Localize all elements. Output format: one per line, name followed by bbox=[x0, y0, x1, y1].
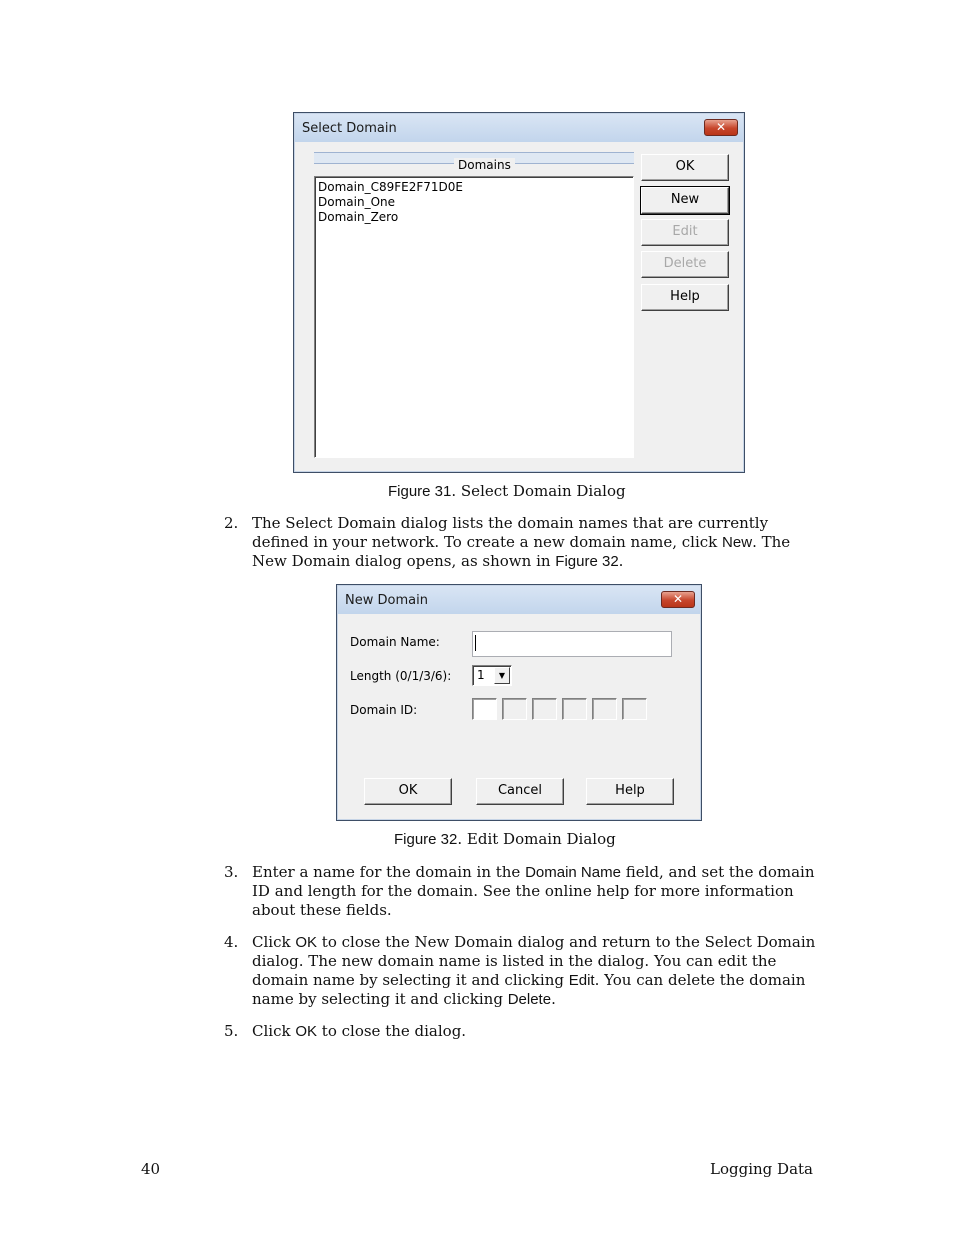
step-number: 3. bbox=[224, 863, 239, 881]
ok-keyword: OK bbox=[295, 934, 318, 951]
step-3-text-b: field, and set the domain ID and length for the domain. See the online help for more information about these fields. bbox=[252, 863, 815, 919]
edit-button[interactable]: Edit bbox=[641, 219, 729, 246]
domain-id-byte-6[interactable] bbox=[622, 698, 647, 720]
step-2-text-c: . bbox=[618, 552, 624, 570]
step-text bbox=[252, 863, 824, 920]
close-icon[interactable]: ✕ bbox=[704, 119, 738, 136]
dialog-body bbox=[343, 614, 695, 814]
step-5-text-b: to close the dialog. bbox=[317, 1022, 467, 1040]
step-4-text-c: . You can delete the domain name by selecting it and clicking bbox=[252, 971, 806, 1008]
chevron-down-icon[interactable]: ▼ bbox=[494, 667, 510, 684]
help-button[interactable]: Help bbox=[586, 778, 674, 805]
domains-header bbox=[314, 152, 634, 172]
new-domain-dialog bbox=[336, 584, 702, 821]
delete-button[interactable]: Delete bbox=[641, 251, 729, 278]
domain-id-label: Domain ID: bbox=[350, 703, 418, 717]
step-4-text-d: . bbox=[551, 990, 556, 1008]
page-number: 40 bbox=[141, 1160, 161, 1178]
delete-keyword: Delete bbox=[507, 991, 552, 1008]
domain-id-byte-4[interactable] bbox=[562, 698, 587, 720]
step-4-text-a: Click bbox=[252, 933, 296, 951]
figure-32-label: Figure 32 bbox=[394, 831, 458, 848]
step-2 bbox=[224, 514, 824, 572]
close-icon[interactable]: ✕ bbox=[661, 591, 695, 608]
dialog-body bbox=[300, 142, 738, 466]
figure-31-label: Figure 31 bbox=[388, 483, 452, 500]
step-number: 5. bbox=[224, 1022, 239, 1040]
step-3 bbox=[224, 863, 824, 921]
domain-name-label: Domain Name: bbox=[350, 635, 440, 649]
step-5 bbox=[224, 1022, 824, 1042]
dialog-title: Select Domain bbox=[302, 121, 397, 136]
step-text bbox=[252, 933, 824, 1009]
ok-keyword: OK bbox=[295, 1023, 318, 1040]
ok-button[interactable]: OK bbox=[364, 778, 452, 805]
step-text bbox=[252, 1022, 824, 1041]
domains-listbox[interactable] bbox=[314, 176, 634, 458]
list-item[interactable]: Domain_One bbox=[318, 195, 395, 209]
figure-32-text: . Edit Domain Dialog bbox=[457, 830, 616, 848]
step-4-text-b: to close the New Domain dialog and return to the Select Domain dialog. The new domain name is listed in the dialog. You can edit the domain name by selecting it and clicking bbox=[252, 933, 816, 989]
figure-32-caption bbox=[394, 830, 616, 848]
running-footer-section: Logging Data bbox=[710, 1160, 813, 1178]
domain-name-keyword: Domain Name bbox=[525, 864, 621, 881]
length-value: 1 bbox=[477, 668, 485, 682]
new-button[interactable]: New bbox=[641, 187, 729, 214]
figure-31-caption bbox=[388, 482, 626, 500]
domain-id-byte-2[interactable] bbox=[502, 698, 527, 720]
step-4 bbox=[224, 933, 824, 1011]
cancel-button[interactable]: Cancel bbox=[476, 778, 564, 805]
step-number: 4. bbox=[224, 933, 239, 951]
list-item[interactable]: Domain_Zero bbox=[318, 210, 399, 224]
figure-31-text: . Select Domain Dialog bbox=[451, 482, 626, 500]
domain-name-field[interactable] bbox=[472, 631, 672, 657]
text-caret bbox=[475, 635, 476, 651]
step-3-text-a: Enter a name for the domain in the bbox=[252, 863, 526, 881]
dialog-title: New Domain bbox=[345, 593, 428, 608]
step-text bbox=[252, 514, 824, 571]
title-bar bbox=[295, 114, 743, 142]
list-item[interactable]: Domain_C89FE2F71D0E bbox=[318, 180, 463, 194]
edit-keyword: Edit bbox=[568, 972, 595, 989]
title-bar bbox=[338, 586, 700, 614]
domain-id-byte-5[interactable] bbox=[592, 698, 617, 720]
domain-id-byte-1[interactable] bbox=[472, 698, 497, 720]
step-5-text-a: Click bbox=[252, 1022, 296, 1040]
help-button[interactable]: Help bbox=[641, 284, 729, 311]
length-select[interactable] bbox=[472, 665, 512, 686]
select-domain-dialog bbox=[293, 112, 745, 473]
step-number: 2. bbox=[224, 514, 239, 532]
step-2-text-b: . The New Domain dialog opens, as shown in bbox=[252, 533, 791, 570]
step-2-text-a: The Select Domain dialog lists the domain names that are currently defined in your network. To create a new domain name, click bbox=[252, 514, 769, 551]
domains-header-label: Domains bbox=[454, 158, 515, 172]
new-keyword: New bbox=[722, 534, 753, 551]
ok-button[interactable]: OK bbox=[641, 154, 729, 181]
length-label: Length (0/1/3/6): bbox=[350, 669, 452, 683]
domain-id-byte-3[interactable] bbox=[532, 698, 557, 720]
figure-32-reference: Figure 32 bbox=[555, 553, 619, 570]
